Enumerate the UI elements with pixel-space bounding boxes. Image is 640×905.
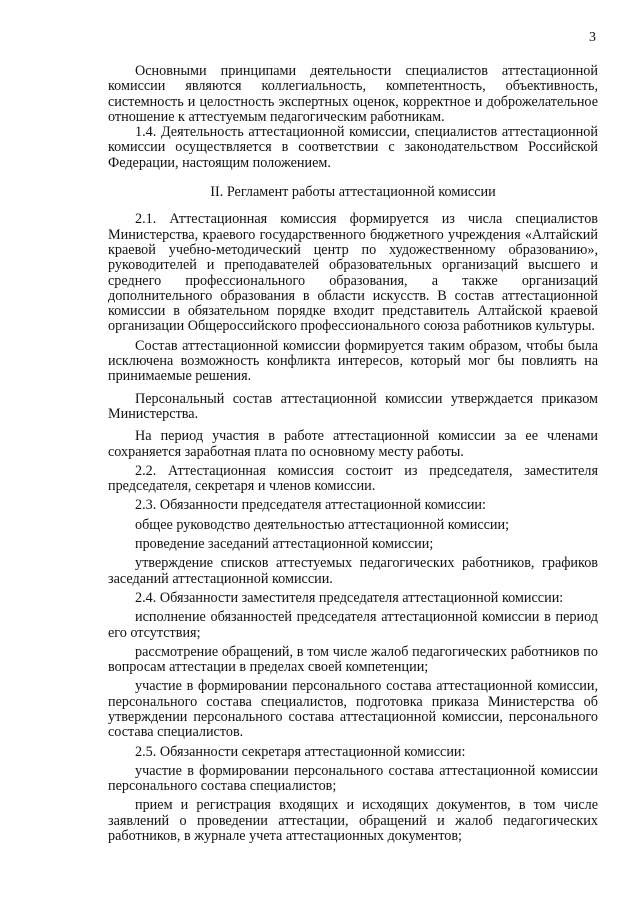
paragraph-1-4: 1.4. Деятельность аттестационной комиссии, специалистов аттестационной комиссии осуществляется в соответствии с законодательством Российской Федерации, настоящим положением. [108,124,598,171]
paragraph-2-5: 2.5. Обязанности секретаря аттестационной комиссии: [135,743,466,760]
paragraph-2-4: 2.4. Обязанности заместителя председателя аттестационной комиссии: [135,589,564,606]
paragraph-2-3: 2.3. Обязанности председателя аттестационной комиссии: [135,497,486,514]
list-item-chair-2: проведение заседаний аттестационной комиссии; [135,536,434,553]
paragraph-principles: Основными принципами деятельности специалистов аттестационной комиссии являются коллегиальность, компетентность, объективность, системность и целостность экспертных оценок, корректное и доброжелательное отношение к аттестуемым педагогическим работникам. [108,63,598,125]
page-number: 3 [589,30,596,45]
document-body [108,64,598,844]
paragraph-salary: На период участия в работе аттестационной комиссии за ее членами сохраняется заработная плата по основному месту работы. [108,428,598,460]
list-item-deputy-3: участие в формировании персонального состава аттестационной комиссии, персонального состава специалистов, подготовка приказа Министерства об утверждении персонального состава аттестационной комиссии, персонального состава специалистов. [108,678,598,741]
list-item-secretary-2: прием и регистрация входящих и исходящих документов, в том числе заявлений о проведении аттестации, обращений и жалоб педагогических работников, в журнале учета аттестационных документов; [108,797,598,845]
list-item-deputy-1: исполнение обязанностей председателя аттестационной комиссии в период его отсутствия; [108,609,598,641]
list-item-chair-3: утверждение списков аттестуемых педагогических работников, графиков заседаний аттестационной комиссии. [108,555,598,587]
list-item-secretary-1: участие в формировании персонального состава аттестационной комиссии персонального состава специалистов; [108,762,598,795]
list-item-deputy-2: рассмотрение обращений, в том числе жалоб педагогических работников по вопросам аттестации в пределах своей компетенции; [108,643,598,676]
paragraph-composition: Состав аттестационной комиссии формируется таким образом, чтобы была исключена возможность конфликта интересов, который мог бы повлиять на принимаемые решения. [108,337,598,385]
paragraph-personnel: Персональный состав аттестационной комиссии утверждается приказом Министерства. [108,390,598,422]
section-heading: II. Регламент работы аттестационной комиссии [210,184,496,201]
paragraph-2-2: 2.2. Аттестационная комиссия состоит из председателя, заместителя председателя, секретаря и членов комиссии. [108,462,598,495]
list-item-chair-1: общее руководство деятельностью аттестационной комиссии; [135,516,510,533]
paragraph-2-1: 2.1. Аттестационная комиссия формируется из числа специалистов Министерства, краевого государственного бюджетного учреждения «Алтайский краевой учебно-методический центр по художественному образованию», руководителей и преподавателей образовательных организаций высшего и среднего профессионального образования, а также организаций дополнительного образования в области искусств. В состав аттестационной комиссии в обязательном порядке входит представитель Алтайской краевой организации Общероссийского профессионального союза работников культуры. [108,211,598,335]
